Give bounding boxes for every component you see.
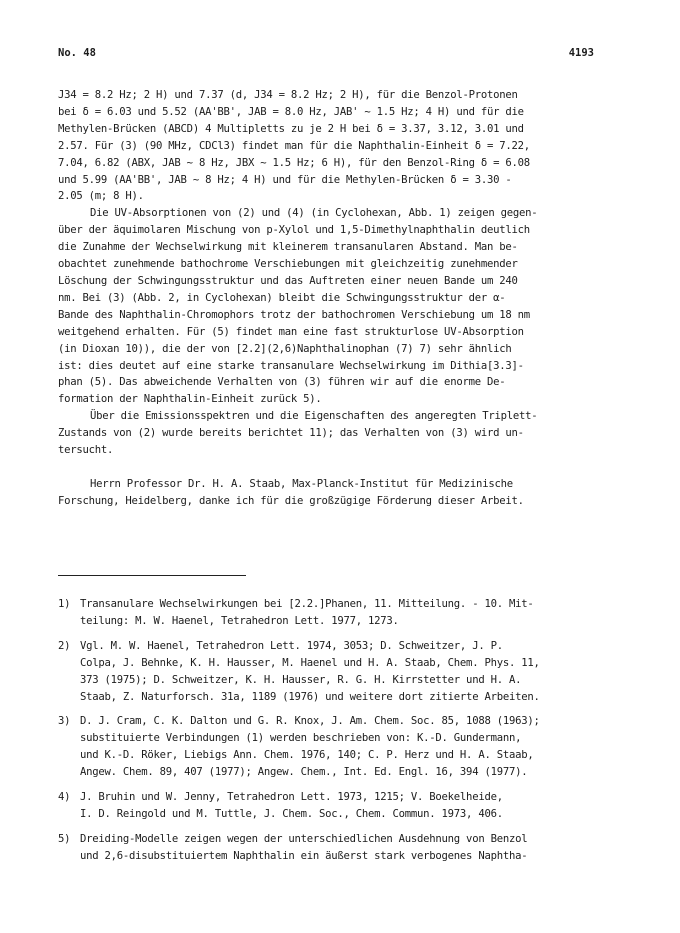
reference-number: 3): [58, 715, 71, 728]
reference-number: 5): [58, 832, 71, 845]
text-line: und 5.99 (AA'BB', JAB ~ 8 Hz; 4 H) und für die Methylen-Brücken δ = 3.30 -: [58, 173, 512, 186]
reference-line: teilung: M. W. Haenel, Tetrahedron Lett. 1977, 1273.: [80, 614, 399, 627]
text-line: Löschung der Schwingungsstruktur und das Auftreten einer neuen Bande um 240: [58, 274, 518, 287]
reference-line: Vgl. M. W. Haenel, Tetrahedron Lett. 1974, 3053; D. Schweitzer, J. P.: [80, 639, 503, 652]
nmr-data-paragraph: [58, 87, 618, 205]
text-line: bei δ = 6.03 und 5.52 (AA'BB', JAB = 8.0 Hz, JAB' ~ 1.5 Hz; 4 H) und für die: [58, 105, 524, 118]
text-line: Die UV-Absorptionen von (2) und (4) (in Cyclohexan, Abb. 1) zeigen gegen-: [90, 207, 538, 220]
reference-item: [58, 596, 626, 630]
reference-line: und 2,6-disubstituiertem Naphthalin ein äußerst stark verbogenes Naphtha-: [80, 849, 528, 862]
text-line: ist: dies deutet auf eine starke transanulare Wechselwirkung im Dithia[3.3]-: [58, 359, 524, 372]
text-line: J34 = 8.2 Hz; 2 H) und 7.37 (d, J34 = 8.2 Hz; 2 H), für die Benzol-Protonen: [58, 89, 518, 101]
reference-item: [58, 638, 626, 706]
reference-line: substituierte Verbindungen (1) werden beschrieben von: K.-D. Gundermann,: [80, 732, 522, 745]
text-line: Herrn Professor Dr. H. A. Staab, Max-Planck-Institut für Medizinische: [90, 477, 513, 490]
acknowledgement-paragraph: [58, 476, 618, 510]
reference-item: [58, 831, 626, 865]
text-line: 7.04, 6.82 (ABX, JAB ~ 8 Hz, JBX ~ 1.5 Hz; 6 H), für den Benzol-Ring δ = 6.08: [58, 156, 530, 169]
reference-item: [58, 713, 626, 781]
reference-list: [58, 596, 626, 873]
text-line: formation der Naphthalin-Einheit zurück 5).: [58, 393, 322, 406]
text-line: tersucht.: [58, 444, 114, 457]
text-line: phan (5). Das abweichende Verhalten von (3) führen wir auf die enorme De-: [58, 376, 506, 389]
reference-line: Colpa, J. Behnke, K. H. Hausser, M. Haenel und H. A. Staab, Chem. Phys. 11,: [80, 656, 540, 669]
text-line: Methylen-Brücken (ABCD) 4 Multipletts zu je 2 H bei δ = 3.37, 3.12, 3.01 und: [58, 122, 524, 135]
reference-item: [58, 789, 626, 823]
text-line: weitgehend erhalten. Für (5) findet man eine fast strukturlose UV-Absorption: [58, 325, 524, 338]
reference-line: J. Bruhin und W. Jenny, Tetrahedron Lett. 1973, 1215; V. Boekelheide,: [80, 791, 503, 804]
text-line: 2.05 (m; 8 H).: [58, 190, 144, 203]
reference-line: und K.-D. Röker, Liebigs Ann. Chem. 1976, 140; C. P. Herz und H. A. Staab,: [80, 749, 534, 762]
footnote-separator: [58, 575, 246, 576]
text-line: über der äquimolaren Mischung von p-Xylol und 1,5-Dimethylnaphthalin deutlich: [58, 224, 530, 237]
text-line: 2.57. Für (3) (90 MHz, CDCl3) findet man für die Naphthalin-Einheit δ = 7.22,: [58, 139, 530, 152]
page-number: 4193: [568, 47, 594, 59]
reference-line: Dreiding-Modelle zeigen wegen der unterschiedlichen Ausdehnung von Benzol: [80, 832, 528, 845]
reference-line: D. J. Cram, C. K. Dalton und G. R. Knox, J. Am. Chem. Soc. 85, 1088 (1963);: [80, 715, 540, 728]
text-line: Forschung, Heidelberg, danke ich für die großzügige Förderung dieser Arbeit.: [58, 494, 524, 507]
reference-line: I. D. Reingold und M. Tuttle, J. Chem. Soc., Chem. Commun. 1973, 406.: [80, 807, 503, 820]
uv-absorption-paragraph: [58, 205, 618, 408]
reference-line: 373 (1975); D. Schweitzer, K. H. Hausser, R. G. H. Kirrstetter und H. A.: [80, 673, 522, 686]
reference-line: Angew. Chem. 89, 407 (1977); Angew. Chem., Int. Ed. Engl. 16, 394 (1977).: [80, 766, 528, 779]
body-text: [58, 87, 618, 510]
text-line: obachtet zunehmende bathochrome Verschiebungen mit gleichzeitig zunehmender: [58, 258, 518, 271]
text-line: Zustands von (2) wurde bereits berichtet 11); das Verhalten von (3) wird un-: [58, 427, 524, 440]
reference-number: 4): [58, 791, 71, 804]
emission-spectra-paragraph: [58, 408, 618, 459]
reference-number: 1): [58, 598, 71, 610]
text-line: Über die Emissionsspektren und die Eigenschaften des angeregten Triplett-: [90, 410, 538, 423]
text-line: Bande des Naphthalin-Chromophors trotz der bathochromen Verschiebung um 18 nm: [58, 308, 530, 321]
reference-line: Staab, Z. Naturforsch. 31a, 1189 (1976) und weitere dort zitierte Arbeiten.: [80, 690, 540, 703]
paragraph-spacer: [58, 459, 618, 476]
journal-issue-number: No. 48: [58, 47, 96, 59]
text-line: nm. Bei (3) (Abb. 2, in Cyclohexan) bleibt die Schwingungsstruktur der α-: [58, 291, 506, 304]
text-line: die Zunahme der Wechselwirkung mit kleinerem transanularen Abstand. Man be-: [58, 241, 518, 254]
text-line: (in Dioxan 10)), die der von [2.2](2,6)Naphthalinophan (7) 7) sehr ähnlich: [58, 342, 512, 355]
reference-number: 2): [58, 639, 71, 652]
reference-line: Transanulare Wechselwirkungen bei [2.2.]Phanen, 11. Mitteilung. - 10. Mit-: [80, 598, 534, 610]
